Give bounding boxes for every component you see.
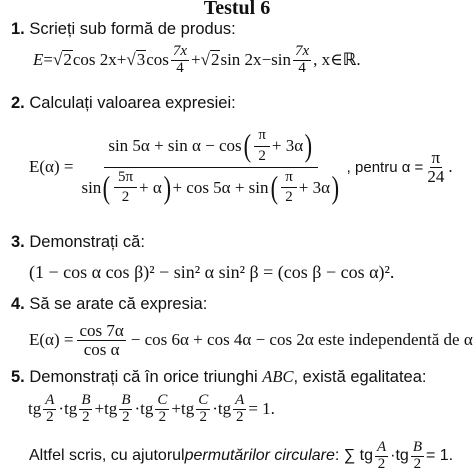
sqrt-2b: √ 2 [200, 50, 220, 70]
eq-term: + cos 5α + sin [172, 177, 269, 197]
problem-number: 1. [11, 20, 25, 38]
problem-3-heading [11, 233, 145, 252]
denominator: 24 [427, 166, 445, 186]
numerator: A [45, 392, 55, 408]
equation-2 [29, 128, 453, 206]
eq-term: cos 2x [72, 50, 117, 70]
triangle-name: ABC [262, 367, 294, 386]
problem-number: 2. [11, 94, 25, 112]
eq-term: . [448, 157, 453, 176]
eq-term: = 1. [425, 447, 454, 465]
eq-term: + [171, 399, 181, 419]
eq-term: + 3α [298, 177, 331, 197]
eq-term: + [191, 50, 201, 70]
numerator: C [198, 392, 209, 408]
numerator: B [412, 439, 422, 455]
eq-term: cos [146, 50, 169, 70]
fraction-B-2-footer [411, 440, 424, 473]
problem-statement: Demonstrați că în orice triunghi [29, 368, 263, 386]
denominator: 2 [413, 455, 422, 472]
numerator [104, 128, 317, 168]
denominator: 2 [158, 408, 167, 425]
denominator: 2 [199, 408, 207, 425]
eq-term: E(α) = [29, 157, 74, 176]
numerator: B [121, 392, 131, 408]
eq-term: tg [140, 399, 154, 419]
big-fraction [77, 128, 344, 206]
real-numbers-symbol: ℝ [342, 50, 357, 71]
problem-2-heading [11, 94, 236, 113]
numerator: 5π [114, 170, 137, 189]
eq-term: . [356, 50, 361, 70]
problem-1-heading [11, 20, 236, 39]
eq-term: tg [181, 399, 195, 419]
numerator: B [81, 392, 91, 408]
eq-term: E(α) = [29, 330, 74, 350]
paren-close: ) [304, 127, 313, 164]
problem-number: 5. [11, 368, 25, 386]
footer-line [29, 440, 453, 473]
eq-term: sin [271, 50, 291, 70]
footer-text: Altfel scris, cu ajutorul [29, 447, 185, 465]
numerator: cos 7α [79, 321, 124, 340]
numerator: A [235, 392, 245, 408]
problem-statement: Să se arate că expresia: [29, 295, 208, 313]
numerator: π [431, 147, 441, 167]
radicand: 2 [210, 50, 220, 70]
denominator: 2 [121, 189, 130, 206]
problem-statement: , există egalitatea: [293, 368, 427, 386]
numerator: 7x [172, 43, 188, 59]
fraction-5pi-2 [114, 170, 137, 207]
eq-term: · [390, 447, 396, 465]
denominator: 2 [285, 189, 293, 206]
fraction-A-2 [43, 393, 56, 426]
equation-4 [29, 322, 473, 359]
denominator: 2 [46, 408, 54, 425]
problem-4-heading [11, 295, 207, 314]
eq-term: , x∈ [313, 50, 343, 70]
fraction-7x-4b [293, 44, 311, 77]
sqrt-3: √ 3 [126, 50, 146, 70]
eq-term: E [33, 50, 44, 70]
eq-term: + 3α [271, 136, 304, 156]
fraction-A-2-footer [375, 440, 388, 473]
problem-statement: Scrieți sub formă de produs: [29, 20, 236, 38]
denominator [77, 168, 344, 207]
denominator: 2 [258, 147, 266, 164]
denominator: 4 [176, 59, 184, 76]
equation-3 [29, 262, 394, 283]
numerator: π [281, 170, 297, 189]
eq-term: · [212, 399, 218, 419]
numerator: C [157, 392, 168, 408]
paren-open: ( [243, 127, 251, 164]
eq-term: (1 − cos α cos β)² − sin² α sin² β = (cos β − cos α)². [29, 262, 395, 282]
problem-5-heading [11, 367, 426, 387]
fraction-B-2 [79, 393, 92, 426]
eq-term: + [94, 399, 105, 419]
fraction-C-2b [196, 393, 210, 426]
denominator: 2 [235, 408, 244, 425]
eq-term: tg [395, 447, 409, 465]
sqrt-2: √ 2 [52, 50, 72, 70]
denominator: 2 [122, 408, 130, 425]
radicand: 3 [136, 50, 146, 70]
equation-1 [33, 44, 361, 77]
numerator: π [254, 128, 270, 147]
fraction-C-2 [155, 393, 169, 426]
eq-term: sin 5α + sin α − cos [108, 136, 242, 156]
footer-text: : ∑ tg [334, 447, 373, 465]
denominator: 2 [82, 408, 90, 425]
eq-term: = 1. [248, 399, 275, 419]
numerator: 7x [295, 43, 310, 59]
page-title: Testul 6 [203, 0, 271, 19]
numerator: A [376, 439, 387, 455]
eq-term: − [261, 50, 272, 70]
fraction-7x-4 [171, 44, 189, 77]
problem-statement: Demonstrați că: [29, 233, 145, 251]
fraction-A-2b [233, 393, 246, 426]
problem-number: 4. [11, 295, 25, 313]
eq-term: sin 2x [220, 50, 262, 70]
denominator: cos α [83, 339, 120, 359]
denominator: 2 [377, 455, 386, 472]
fraction-pi-2b [281, 170, 297, 207]
eq-term: − cos 6α + cos 4α − cos 2α este independentă de α [130, 330, 473, 350]
denominator: 4 [298, 59, 306, 76]
eq-term: + [116, 50, 127, 70]
equation-5 [28, 393, 275, 426]
eq-term: , pentru α = [346, 158, 424, 176]
footer-italic-text: permutărilor circulare [184, 447, 335, 465]
eq-term: tg [64, 399, 78, 419]
problem-statement: Calculați valoarea expresiei: [29, 94, 236, 112]
fraction-B-2b [119, 393, 132, 426]
eq-term: = [43, 50, 53, 70]
paren-close: ) [331, 168, 340, 205]
paren-open: ( [102, 168, 111, 205]
eq-term: sin [81, 177, 102, 197]
eq-term: · [134, 399, 141, 419]
eq-term: · [58, 399, 65, 419]
paren-close: ) [163, 168, 171, 205]
fraction-pi-24 [425, 149, 446, 186]
problem-number: 3. [11, 233, 25, 251]
eq-term: tg [217, 399, 232, 419]
radicand: 2 [63, 50, 72, 70]
fraction-cos7a-cosa [77, 322, 125, 359]
eq-term: tg [104, 399, 118, 419]
fraction-pi-2 [254, 128, 270, 165]
eq-term: + α [139, 177, 162, 197]
paren-open: ( [270, 168, 278, 205]
eq-term: tg [28, 399, 42, 419]
